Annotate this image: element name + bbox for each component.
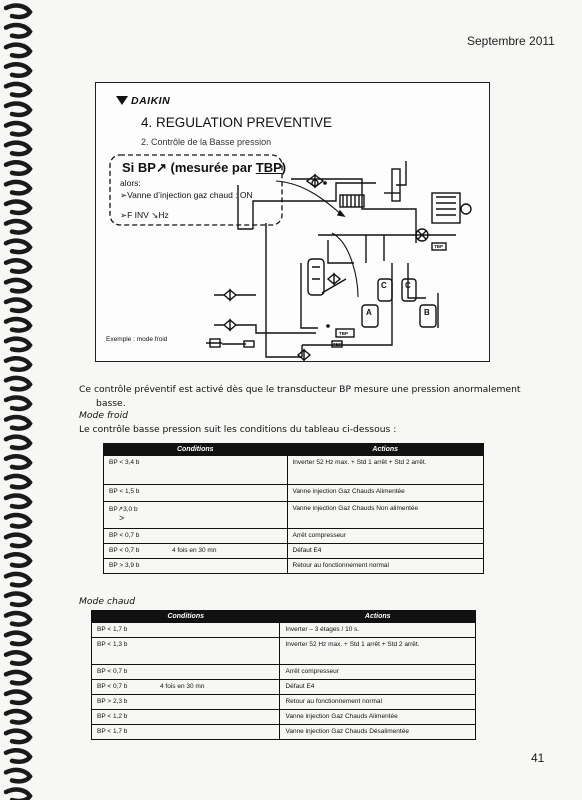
column-header-actions: Actions	[287, 444, 484, 456]
table-header-row	[104, 444, 484, 456]
condition-cell: BP < 1,7 b	[92, 623, 280, 638]
diagram-label-c2: C	[405, 281, 411, 290]
intro-line-1: Ce contrôle préventif est activé dès que le transducteur BP mesure une pression anormalement	[79, 384, 521, 395]
diagram-label-c1: C	[381, 281, 387, 290]
spiral-coil	[6, 103, 30, 114]
condition-cell: BP < 0,7 b	[104, 529, 288, 544]
action-cell: Vanne injection Gaz Chauds Non alimentée	[287, 502, 484, 529]
header-date: Septembre 2011	[467, 34, 555, 48]
condition-extra: 4 fois en 30 mn	[172, 547, 217, 554]
spiral-coil	[6, 182, 30, 193]
column-header-conditions: Conditions	[92, 611, 280, 623]
greater-than-symbol: >	[119, 513, 125, 523]
callout-line-valve: ➢Vanne d’injection gaz chaud : ON	[120, 190, 253, 200]
spiral-coil	[6, 299, 30, 310]
table-mode-froid	[103, 443, 484, 574]
spiral-coil	[6, 456, 30, 467]
arrow-up-icon: ↗	[155, 160, 167, 175]
spiral-coil	[6, 25, 30, 36]
spiral-coil	[6, 280, 30, 291]
action-cell: Arrêt compresseur	[287, 529, 484, 544]
table-row	[92, 680, 476, 695]
action-cell: Retour au fonctionnement normal	[280, 695, 476, 710]
diagram-label-tbp2: TBP	[339, 331, 348, 336]
table-header-row	[92, 611, 476, 623]
spiral-binding	[0, 0, 40, 800]
spiral-coil	[6, 574, 30, 585]
callout-line-alors: alors:	[120, 178, 141, 188]
diagram-label-a: A	[366, 308, 372, 317]
table-row	[104, 485, 484, 502]
spiral-coil	[6, 731, 30, 742]
table-row	[92, 623, 476, 638]
column-header-actions: Actions	[280, 611, 476, 623]
spiral-coil	[6, 554, 30, 565]
action-cell: Vanne injection Gaz Chauds Désalimentée	[280, 725, 476, 740]
example-caption: Exemple : mode froid	[106, 336, 168, 343]
spiral-coil	[6, 437, 30, 448]
spiral-coil	[6, 691, 30, 702]
spiral-coil	[6, 378, 30, 389]
diagram-label-b: B	[424, 308, 430, 317]
spiral-coil	[6, 770, 30, 781]
spiral-coil	[6, 143, 30, 154]
arrow-up-icon: ↗	[117, 506, 124, 513]
page-number: 41	[531, 751, 545, 765]
intro-line-2: basse.	[96, 398, 126, 409]
condition-cell: BP < 0,7 b 4 fois en 30 mn	[104, 544, 288, 559]
condition-cell: BP < 1,3 b	[92, 638, 280, 665]
spiral-coil	[6, 613, 30, 624]
arrow-right-icon: ➢	[120, 210, 128, 220]
spiral-coil	[6, 750, 30, 761]
condition-cell: BP < 1,7 b	[92, 725, 280, 740]
spiral-coil	[6, 241, 30, 252]
action-cell: Inverter 52 Hz max. + Std 1 arrêt + Std 2 arrêt.	[280, 638, 476, 665]
spiral-coil	[6, 397, 30, 408]
action-cell: Vanne injection Gaz Chauds Alimentée	[280, 710, 476, 725]
intro-line-3: Le contrôle basse pression suit les conditions du tableau ci-dessous :	[79, 424, 397, 435]
slide-title: 4. REGULATION PREVENTIVE	[141, 115, 333, 130]
action-cell: Retour au fonctionnement normal	[287, 559, 484, 574]
spiral-coil	[6, 633, 30, 644]
arrow-down-icon: ↘	[151, 210, 159, 220]
table-row	[92, 638, 476, 665]
condition-cell: BP↗3,0 b >	[104, 502, 288, 529]
spiral-coil	[6, 358, 30, 369]
table-row	[104, 502, 484, 529]
spiral-coil	[6, 593, 30, 604]
slide-subtitle: 2. Contrôle de la Basse pression	[141, 137, 272, 147]
diagram-label-tbp3: TBP	[333, 342, 342, 347]
diagram-label-tbp1: TBP	[434, 244, 443, 249]
daikin-logo: DAIKIN	[116, 95, 170, 107]
mode-chaud-heading: Mode chaud	[79, 596, 136, 607]
spiral-coil	[6, 201, 30, 212]
spiral-coil	[6, 221, 30, 232]
spiral-coil	[6, 5, 30, 16]
callout-line-finv: ➢F INV ↘Hz	[120, 210, 169, 220]
table-mode-chaud	[91, 610, 476, 740]
spiral-coil	[6, 64, 30, 75]
condition-extra: 4 fois en 30 mn	[160, 683, 205, 690]
spiral-coil	[6, 535, 30, 546]
table-row	[92, 665, 476, 680]
action-cell: Vanne injection Gaz Chauds Alimentée	[287, 485, 484, 502]
callout-title: Si BP↗ (mesurée par TBP)	[122, 160, 287, 175]
table-row	[104, 559, 484, 574]
spiral-coil	[6, 162, 30, 173]
spiral-coil	[6, 789, 30, 800]
condition-cell: BP < 1,2 b	[92, 710, 280, 725]
spiral-coil	[6, 123, 30, 134]
arrow-right-icon: ➢	[120, 190, 128, 200]
condition-cell: BP < 0,7 b	[92, 665, 280, 680]
spiral-coil	[6, 495, 30, 506]
action-cell: Arrêt compresseur	[280, 665, 476, 680]
table-row	[92, 695, 476, 710]
condition-cell: BP < 3,4 b	[104, 456, 288, 485]
condition-cell: BP > 2,3 b	[92, 695, 280, 710]
spiral-coil	[6, 652, 30, 663]
condition-cell: BP < 1,5 b	[104, 485, 288, 502]
condition-cell: BP > 3,9 b	[104, 559, 288, 574]
table-row	[92, 710, 476, 725]
spiral-coil	[6, 339, 30, 350]
table-row	[92, 725, 476, 740]
table-row	[104, 456, 484, 485]
spiral-coil	[6, 476, 30, 487]
mode-froid-heading: Mode froid	[79, 410, 128, 421]
condition-cell: BP < 0,7 b 4 fois en 30 mn	[92, 680, 280, 695]
spiral-coil	[6, 45, 30, 56]
spiral-coil	[6, 319, 30, 330]
column-header-conditions: Conditions	[104, 444, 288, 456]
action-cell: Inverter 52 Hz max. + Std 1 arrêt + Std 2 arrêt.	[287, 456, 484, 485]
slide-figure	[95, 82, 490, 362]
action-cell: Défaut E4	[287, 544, 484, 559]
table-row	[104, 529, 484, 544]
spiral-coil	[6, 672, 30, 683]
action-cell: Inverter – 3 étages / 10 s.	[280, 623, 476, 638]
action-cell: Défaut E4	[280, 680, 476, 695]
spiral-coil	[6, 260, 30, 271]
spiral-coil	[6, 711, 30, 722]
table-row	[104, 544, 484, 559]
daikin-logo-mark-icon	[116, 96, 128, 105]
spiral-coil	[6, 515, 30, 526]
spiral-coil	[6, 417, 30, 428]
spiral-coil	[6, 84, 30, 95]
